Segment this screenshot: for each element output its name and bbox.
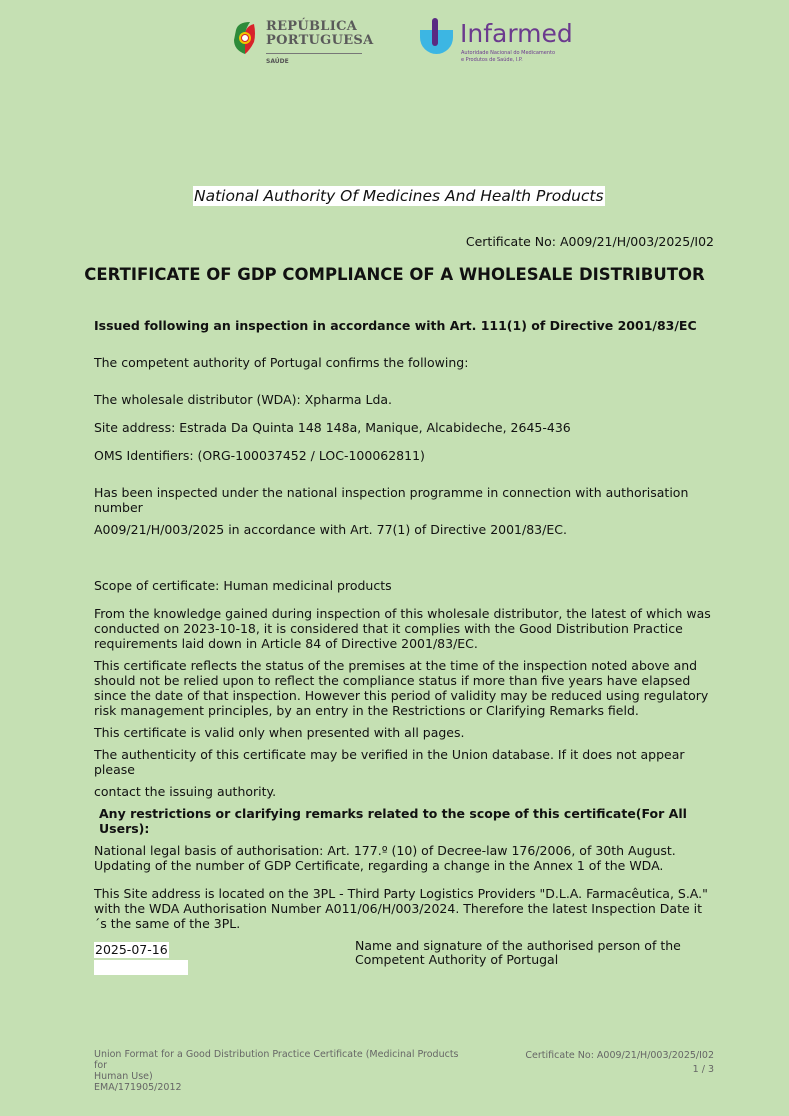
issue-date: 2025-07-16 [95,942,168,957]
footer-left [94,1049,474,1093]
signature-line-1: Name and signature of the authorised person of the [355,938,681,953]
saude-text: SAÚDE [266,58,289,65]
republica-text: REPÚBLICA [266,19,358,34]
wholesale-distributor: The wholesale distributor (WDA): Xpharma Lda. [94,392,393,407]
infarmed-subtitle-2: e Produtos de Saúde, I.P. [461,57,523,63]
remarks-3: This Site address is located on the 3PL - Third Party Logistics Providers "D.L.A. Farmacêutica, S.A." with the WDA Authorisation Number A011/06/H/003/2024. Therefore the latest Inspection Date it´s the same of the 3PL. [94,886,708,931]
date-signature-row [94,939,714,979]
inspected-line-2: A009/21/H/003/2025 in accordance with Art. 77(1) of Directive 2001/83/EC. [94,522,567,537]
page-title: CERTIFICATE OF GDP COMPLIANCE OF A WHOLESALE DISTRIBUTOR [84,265,705,284]
reflects-paragraph: This certificate reflects the status of the premises at the time of the inspection noted above and should not be relied upon to reflect the compliance status if more than five years have elapsed since the date of that inspection. However this period of validity may be reduced using regulatory risk management principles, by an entry in the Restrictions or Clarifying Remarks field. [94,658,709,718]
page-footer [94,1049,714,1093]
issuing-authority: National Authority Of Medicines And Health Products [194,187,604,205]
footer-reference: EMA/171905/2012 [94,1082,182,1093]
date-field-blank [94,960,188,975]
signature-label [355,939,695,967]
inspected-line-1: Has been inspected under the national inspection programme in connection with authorisation number [94,485,689,515]
site-address: Site address: Estrada Da Quinta 148 148a, Manique, Alcabideche, 2645-436 [94,420,571,435]
infarmed-name: Infarmed [460,19,573,48]
confirms-text: The competent authority of Portugal confirms the following: [94,355,469,370]
scope-of-certificate: Scope of certificate: Human medicinal products [94,578,392,593]
remarks-title: Any restrictions or clarifying remarks related to the scope of this certificate(For All Users): [99,806,687,836]
footer-right [525,1049,714,1093]
footer-format-line-2: Human Use) [94,1071,153,1082]
signature-line-2: Competent Authority of Portugal [355,952,559,967]
certificate-number: Certificate No: A009/21/H/003/2025/I02 [465,234,714,249]
page-number: 1 / 3 [692,1064,714,1075]
issued-following: Issued following an inspection in accordance with Art. 111(1) of Directive 2001/83/EC [94,318,697,333]
valid-only-text: This certificate is valid only when presented with all pages. [94,725,465,740]
portuguesa-text: PORTUGUESA [266,33,374,48]
remarks-1: National legal basis of authorisation: Art. 177.º (10) of Decree-law 176/2006, of 30th August. [94,843,676,858]
authenticity-line-2: contact the issuing authority. [94,784,277,799]
remarks-2: Updating of the number of GDP Certificate, regarding a change in the Annex 1 of the WDA. [94,858,664,873]
knowledge-paragraph: From the knowledge gained during inspection of this wholesale distributor, the latest of which was conducted on 2023-10-18, it is considered that it complies with the Good Distribution Practice requirements laid down in Article 84 of Directive 2001/83/EC. [94,606,711,651]
footer-format-line-1: Union Format for a Good Distribution Practice Certificate (Medicinal Products for [94,1049,459,1071]
authenticity-line-1: The authenticity of this certificate may be verified in the Union database. If it does not appear please [94,747,685,777]
footer-certificate-number: Certificate No: A009/21/H/003/2025/I02 [525,1050,714,1061]
infarmed-subtitle-1: Autoridade Nacional do Medicamento [461,50,556,56]
oms-identifiers: OMS Identifiers: (ORG-100037452 / LOC-100062811) [94,448,425,463]
